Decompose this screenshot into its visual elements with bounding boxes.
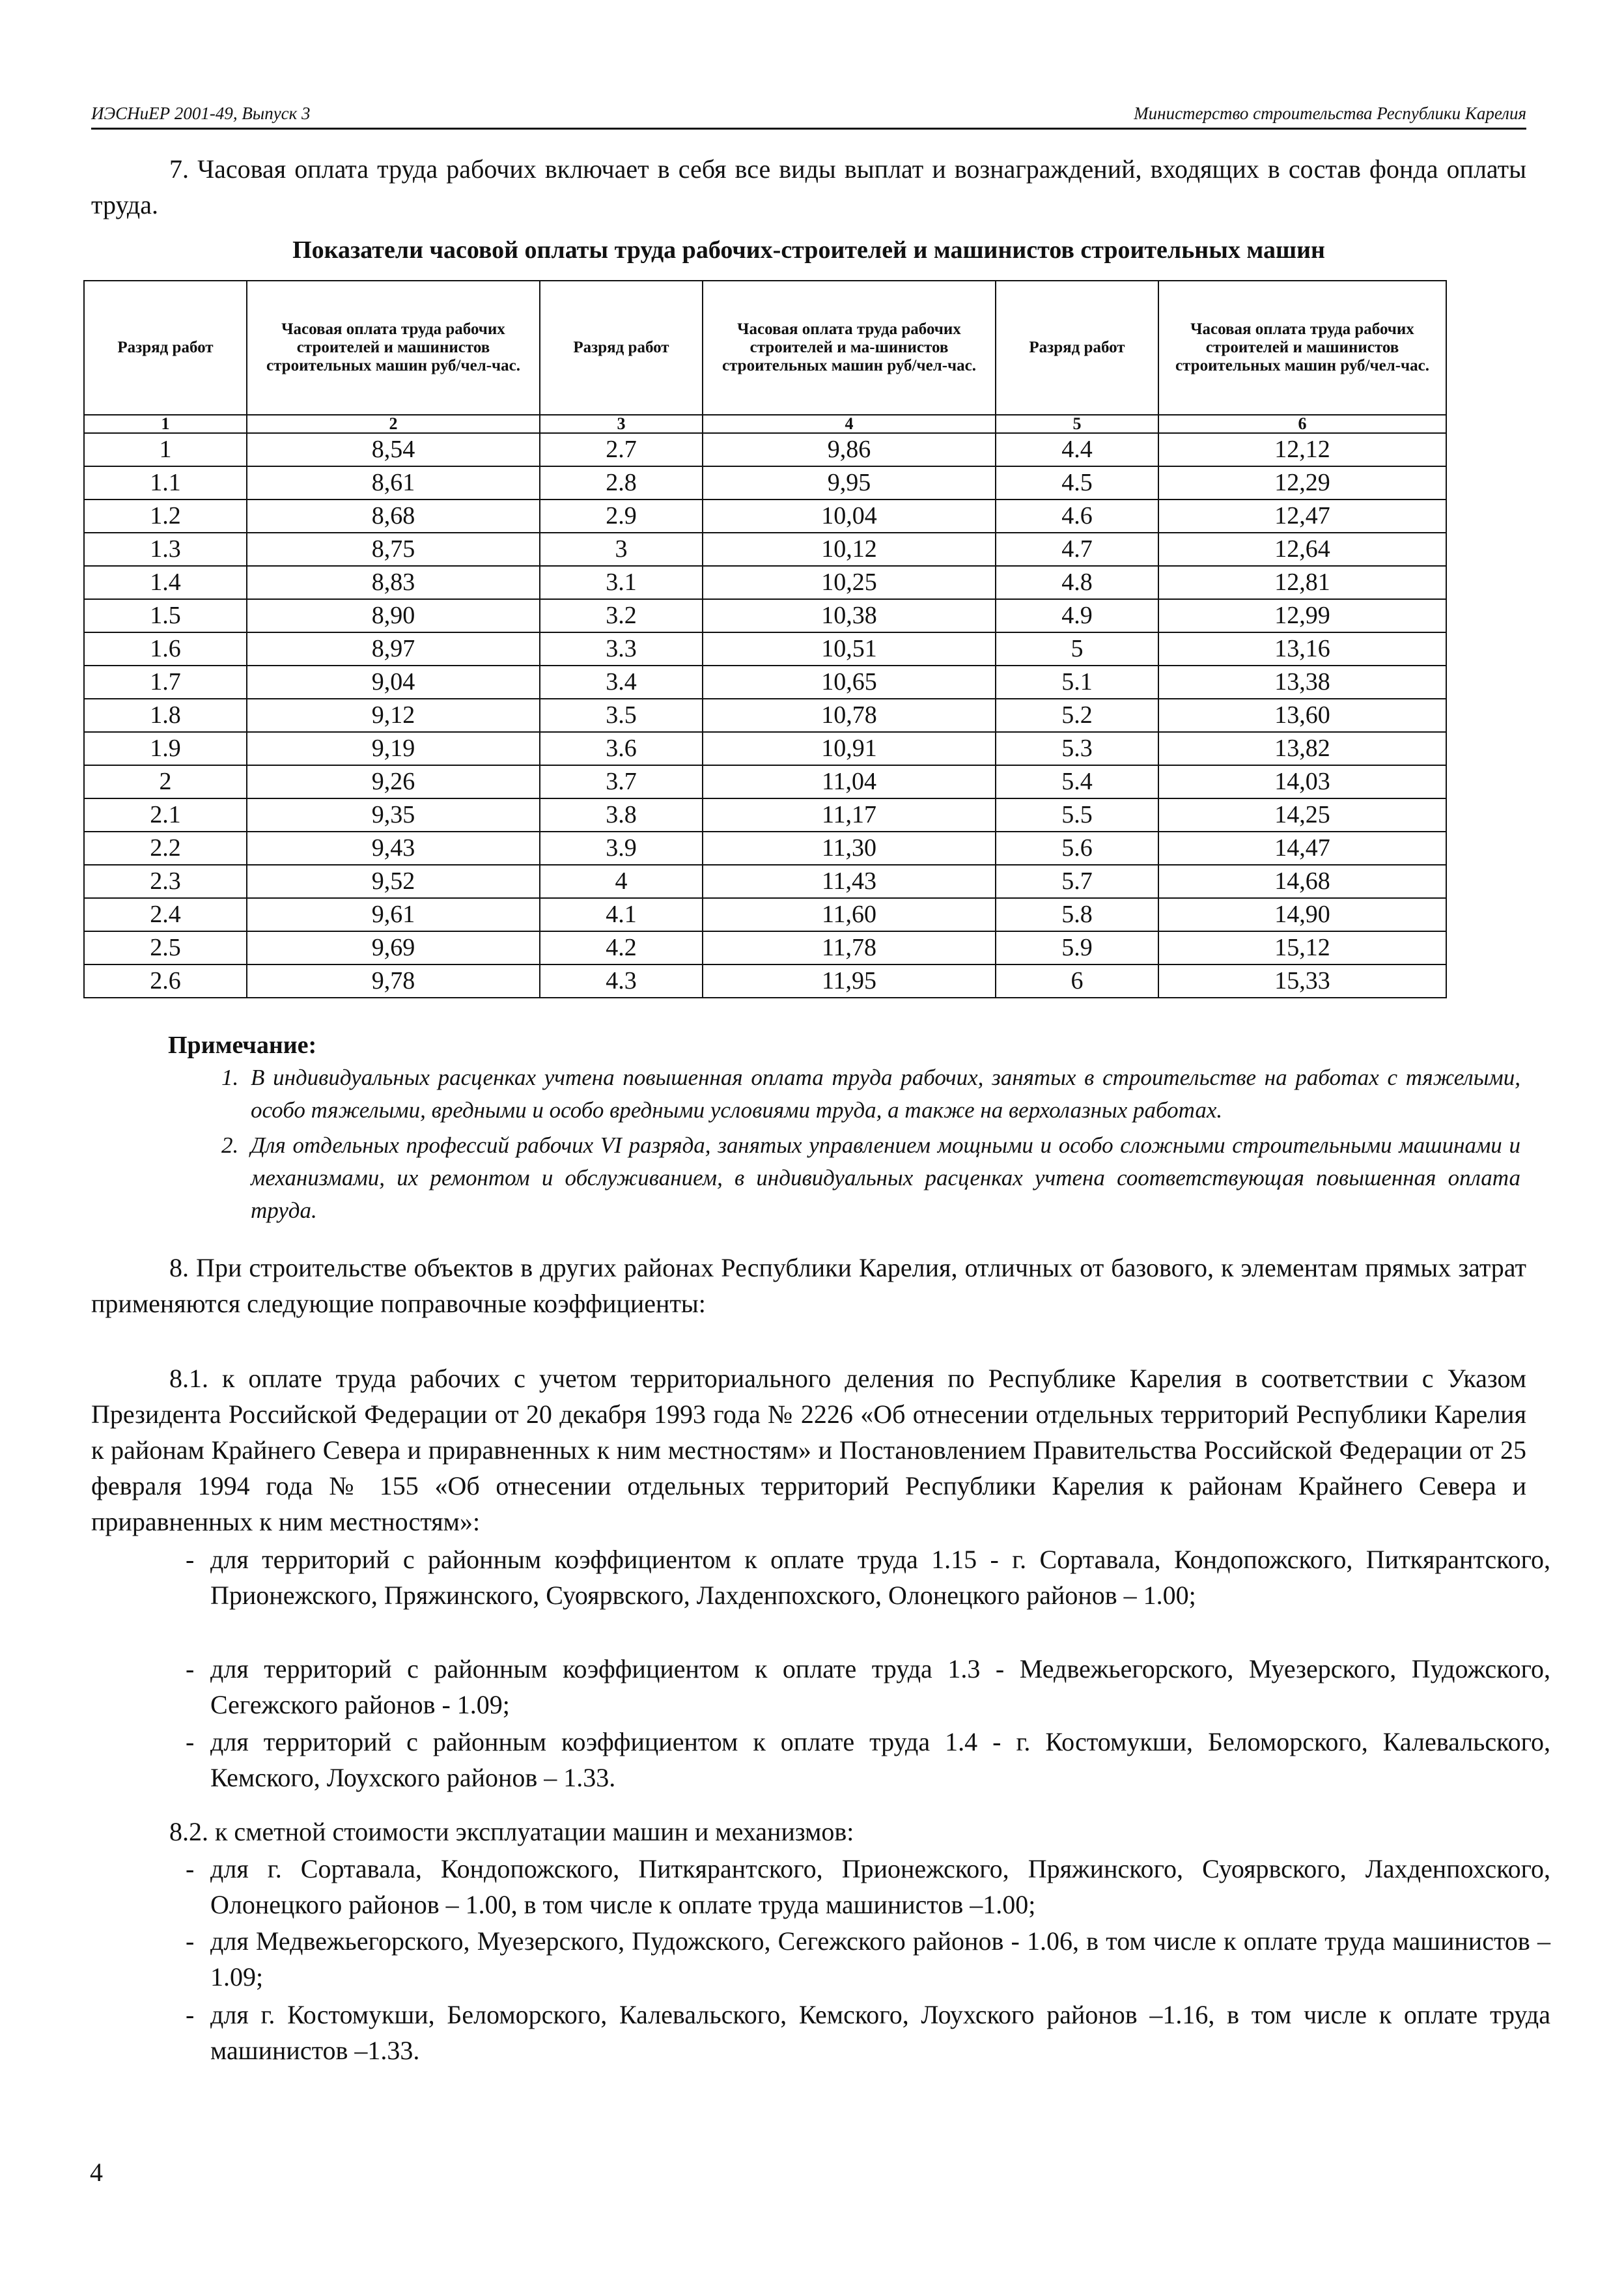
grade-cell: 4.8 <box>996 566 1158 599</box>
rate-cell: 14,25 <box>1158 798 1446 832</box>
grade-cell: 3.9 <box>540 832 703 865</box>
grade-cell: 5.7 <box>996 865 1158 898</box>
grade-cell: 2.3 <box>84 865 247 898</box>
table-row <box>84 433 1446 466</box>
rate-cell: 15,12 <box>1158 931 1446 964</box>
table-row <box>84 466 1446 500</box>
column-number: 4 <box>703 415 996 433</box>
column-header: Разряд работ <box>540 281 703 415</box>
list-item <box>186 1724 1550 1795</box>
grade-cell: 3.3 <box>540 632 703 666</box>
grade-cell: 4.2 <box>540 931 703 964</box>
rate-cell: 9,26 <box>247 765 540 798</box>
rate-cell: 12,47 <box>1158 500 1446 533</box>
rate-cell: 8,61 <box>247 466 540 500</box>
dash-marker: - <box>186 2000 195 2029</box>
grade-cell: 1.5 <box>84 599 247 632</box>
header-right: Министерство строительства Республики Карелия <box>1134 104 1526 123</box>
rate-cell: 10,91 <box>703 732 996 765</box>
rate-cell: 10,78 <box>703 699 996 732</box>
rate-cell: 9,61 <box>247 898 540 931</box>
grade-cell: 1.9 <box>84 732 247 765</box>
rate-cell: 9,69 <box>247 931 540 964</box>
grade-cell: 5 <box>996 632 1158 666</box>
list-item <box>186 1851 1550 1922</box>
column-header: Часовая оплата труда рабочих строителей и машинистов строительных машин руб/чел-час. <box>247 281 540 415</box>
rate-cell: 13,38 <box>1158 666 1446 699</box>
note-text: В индивидуальных расценках учтена повышенная оплата труда рабочих, занятых в строительстве на работах с тяжелыми, особо тяжелыми, вредными и особо вредными условиями труда, а также на верхолазных работах. <box>251 1065 1520 1123</box>
column-header: Разряд работ <box>996 281 1158 415</box>
dash-marker: - <box>186 1654 195 1683</box>
column-header: Часовая оплата труда рабочих строителей и машинистов строительных машин руб/чел-час. <box>1158 281 1446 415</box>
rate-cell: 11,43 <box>703 865 996 898</box>
note-number: 1. <box>221 1065 239 1090</box>
grade-cell: 1.6 <box>84 632 247 666</box>
grade-cell: 3.8 <box>540 798 703 832</box>
column-number: 6 <box>1158 415 1446 433</box>
grade-cell: 4.3 <box>540 964 703 998</box>
grade-cell: 2.2 <box>84 832 247 865</box>
rate-cell: 10,38 <box>703 599 996 632</box>
rate-cell: 9,95 <box>703 466 996 500</box>
grade-cell: 5.6 <box>996 832 1158 865</box>
table-row <box>84 931 1446 964</box>
rate-cell: 9,52 <box>247 865 540 898</box>
column-header: Часовая оплата труда рабочих строителей и ма-шинистов строительных машин руб/чел-час. <box>703 281 996 415</box>
table-row <box>84 500 1446 533</box>
rate-cell: 12,29 <box>1158 466 1446 500</box>
dash-marker: - <box>186 1926 195 1956</box>
grade-cell: 4.5 <box>996 466 1158 500</box>
grade-cell: 1 <box>84 433 247 466</box>
rate-cell: 9,35 <box>247 798 540 832</box>
header-left: ИЭСНиЕР 2001-49, Выпуск 3 <box>91 104 311 123</box>
grade-cell: 5.1 <box>996 666 1158 699</box>
grade-cell: 3.4 <box>540 666 703 699</box>
note-title: Примечание: <box>168 1032 317 1059</box>
table-row <box>84 699 1446 732</box>
column-number: 5 <box>996 415 1158 433</box>
rate-cell: 9,12 <box>247 699 540 732</box>
rate-cell: 11,95 <box>703 964 996 998</box>
grade-cell: 5.2 <box>996 699 1158 732</box>
rate-cell: 15,33 <box>1158 964 1446 998</box>
rate-cell: 11,17 <box>703 798 996 832</box>
table-row <box>84 898 1446 931</box>
list-item-text: для Медвежьегорского, Муезерского, Пудожского, Сегежского районов - 1.06, в том числе к оплате труда машинистов –1.09; <box>210 1926 1550 1991</box>
rate-cell: 9,78 <box>247 964 540 998</box>
grade-cell: 1.3 <box>84 533 247 566</box>
column-number: 1 <box>84 415 247 433</box>
note-list <box>221 1062 1520 1230</box>
grade-cell: 4.6 <box>996 500 1158 533</box>
table-row <box>84 865 1446 898</box>
table-row <box>84 732 1446 765</box>
grade-cell: 3.7 <box>540 765 703 798</box>
rate-cell: 11,60 <box>703 898 996 931</box>
grade-cell: 4.9 <box>996 599 1158 632</box>
table-row <box>84 798 1446 832</box>
grade-cell: 2.6 <box>84 964 247 998</box>
grade-cell: 1.8 <box>84 699 247 732</box>
dash-marker: - <box>186 1854 195 1883</box>
column-number: 2 <box>247 415 540 433</box>
grade-cell: 4.1 <box>540 898 703 931</box>
rate-cell: 11,04 <box>703 765 996 798</box>
list-item-text: для территорий с районным коэффициентом к оплате труда 1.15 - г. Сортавала, Кондопожского, Питкярантского, Прионежского, Пряжинского, Суоярвского, Лахденпохского, Олонецкого районов – 1.00; <box>210 1545 1550 1610</box>
grade-cell: 3.1 <box>540 566 703 599</box>
grade-cell: 4.7 <box>996 533 1158 566</box>
grade-cell: 1.2 <box>84 500 247 533</box>
table-row <box>84 599 1446 632</box>
list-item-text: для г. Костомукши, Беломорского, Калевальского, Кемского, Лоухского районов –1.16, в том числе к оплате труда машинистов –1.33. <box>210 2000 1550 2065</box>
rate-cell: 9,19 <box>247 732 540 765</box>
grade-cell: 5.8 <box>996 898 1158 931</box>
table-row <box>84 533 1446 566</box>
rate-cell: 8,97 <box>247 632 540 666</box>
paragraph-8-1: 8.1. к оплате труда рабочих с учетом территориального деления по Республике Карелия в соответствии с Указом Президента Российской Федерации от 20 декабря 1993 года № 2226 «Об отнесении отдельных территорий Республики Карелия к районам Крайнего Севера и приравненных к ним местностям» и Постановлением Правительства Российской Федерации от 25 февраля 1994 года № 155 «Об отнесении отдельных территорий Республики Карелия к районам Крайнего Севера и приравненных к ним местностям»: <box>91 1364 1526 1536</box>
grade-cell: 6 <box>996 964 1158 998</box>
rate-cell: 14,47 <box>1158 832 1446 865</box>
rate-cell: 13,60 <box>1158 699 1446 732</box>
rate-cell: 11,78 <box>703 931 996 964</box>
grade-cell: 5.5 <box>996 798 1158 832</box>
rate-cell: 8,90 <box>247 599 540 632</box>
grade-cell: 3.2 <box>540 599 703 632</box>
table-row <box>84 566 1446 599</box>
rate-cell: 8,83 <box>247 566 540 599</box>
rate-cell: 13,82 <box>1158 732 1446 765</box>
rate-cell: 13,16 <box>1158 632 1446 666</box>
list-item <box>186 1923 1550 1995</box>
grade-cell: 4 <box>540 865 703 898</box>
grade-cell: 1.7 <box>84 666 247 699</box>
grade-cell: 3 <box>540 533 703 566</box>
paragraph-7: 7. Часовая оплата труда рабочих включает в себя все виды выплат и вознаграждений, входящих в состав фонда оплаты труда. <box>91 154 1526 219</box>
rate-cell: 14,90 <box>1158 898 1446 931</box>
rate-cell: 10,65 <box>703 666 996 699</box>
table-row <box>84 666 1446 699</box>
paragraph-8-2: 8.2. к сметной стоимости эксплуатации машин и механизмов: <box>169 1817 854 1846</box>
column-number-row <box>84 415 1446 433</box>
rate-cell: 9,43 <box>247 832 540 865</box>
grade-cell: 4.4 <box>996 433 1158 466</box>
grade-cell: 2.8 <box>540 466 703 500</box>
rate-cell: 9,86 <box>703 433 996 466</box>
table-row <box>84 632 1446 666</box>
dash-marker: - <box>186 1727 195 1756</box>
rate-cell: 9,04 <box>247 666 540 699</box>
grade-cell: 5.3 <box>996 732 1158 765</box>
table-header-row <box>84 281 1446 415</box>
table-row <box>84 832 1446 865</box>
wage-rates-table <box>83 280 1447 998</box>
grade-cell: 3.5 <box>540 699 703 732</box>
rate-cell: 14,68 <box>1158 865 1446 898</box>
grade-cell: 2.9 <box>540 500 703 533</box>
note-text: Для отдельных профессий рабочих VI разряда, занятых управлением мощными и особо сложными строительными машинами и механизмами, их ремонтом и обслуживанием, в индивидуальных расценках учтена соответствующая повышенная оплата труда. <box>251 1133 1520 1223</box>
rate-cell: 10,51 <box>703 632 996 666</box>
grade-cell: 1.1 <box>84 466 247 500</box>
rate-cell: 12,99 <box>1158 599 1446 632</box>
table-row <box>84 765 1446 798</box>
rate-cell: 11,30 <box>703 832 996 865</box>
rate-cell: 8,54 <box>247 433 540 466</box>
grade-cell: 2.7 <box>540 433 703 466</box>
grade-cell: 2.1 <box>84 798 247 832</box>
rate-cell: 8,75 <box>247 533 540 566</box>
dash-marker: - <box>186 1545 195 1574</box>
rate-cell: 10,12 <box>703 533 996 566</box>
table-caption: Показатели часовой оплаты труда рабочих-строителей и машинистов строительных машин <box>292 236 1325 264</box>
column-header: Разряд работ <box>84 281 247 415</box>
page-number: 4 <box>90 2158 103 2187</box>
rate-cell: 12,64 <box>1158 533 1446 566</box>
rate-cell: 14,03 <box>1158 765 1446 798</box>
grade-cell: 2.5 <box>84 931 247 964</box>
list-item <box>186 1651 1550 1723</box>
rate-cell: 10,25 <box>703 566 996 599</box>
column-number: 3 <box>540 415 703 433</box>
note-number: 2. <box>221 1133 239 1158</box>
table-row <box>84 964 1446 998</box>
list-item-text: для г. Сортавала, Кондопожского, Питкярантского, Прионежского, Пряжинского, Суоярвского, Лахденпохского, Олонецкого районов – 1.00, в том числе к оплате труда машинистов –1.00; <box>210 1854 1550 1919</box>
list-item <box>186 1997 1550 2068</box>
note-item <box>221 1062 1520 1127</box>
rate-cell: 12,12 <box>1158 433 1446 466</box>
grade-cell: 3.6 <box>540 732 703 765</box>
grade-cell: 5.9 <box>996 931 1158 964</box>
grade-cell: 2.4 <box>84 898 247 931</box>
rate-cell: 12,81 <box>1158 566 1446 599</box>
rate-cell: 8,68 <box>247 500 540 533</box>
list-item-text: для территорий с районным коэффициентом к оплате труда 1.3 - Медвежьегорского, Муезерского, Пудожского, Сегежского районов - 1.09; <box>210 1654 1550 1719</box>
grade-cell: 5.4 <box>996 765 1158 798</box>
rate-cell: 10,04 <box>703 500 996 533</box>
list-item-text: для территорий с районным коэффициентом к оплате труда 1.4 - г. Костомукши, Беломорского, Калевальского, Кемского, Лоухского районов – 1.33. <box>210 1727 1550 1792</box>
running-header <box>91 98 1526 130</box>
list-item <box>186 1541 1550 1613</box>
grade-cell: 1.4 <box>84 566 247 599</box>
paragraph-8: 8. При строительстве объектов в других районах Республики Карелия, отличных от базового, к элементам прямых затрат применяются следующие поправочные коэффициенты: <box>91 1253 1526 1318</box>
grade-cell: 2 <box>84 765 247 798</box>
note-item <box>221 1129 1520 1227</box>
